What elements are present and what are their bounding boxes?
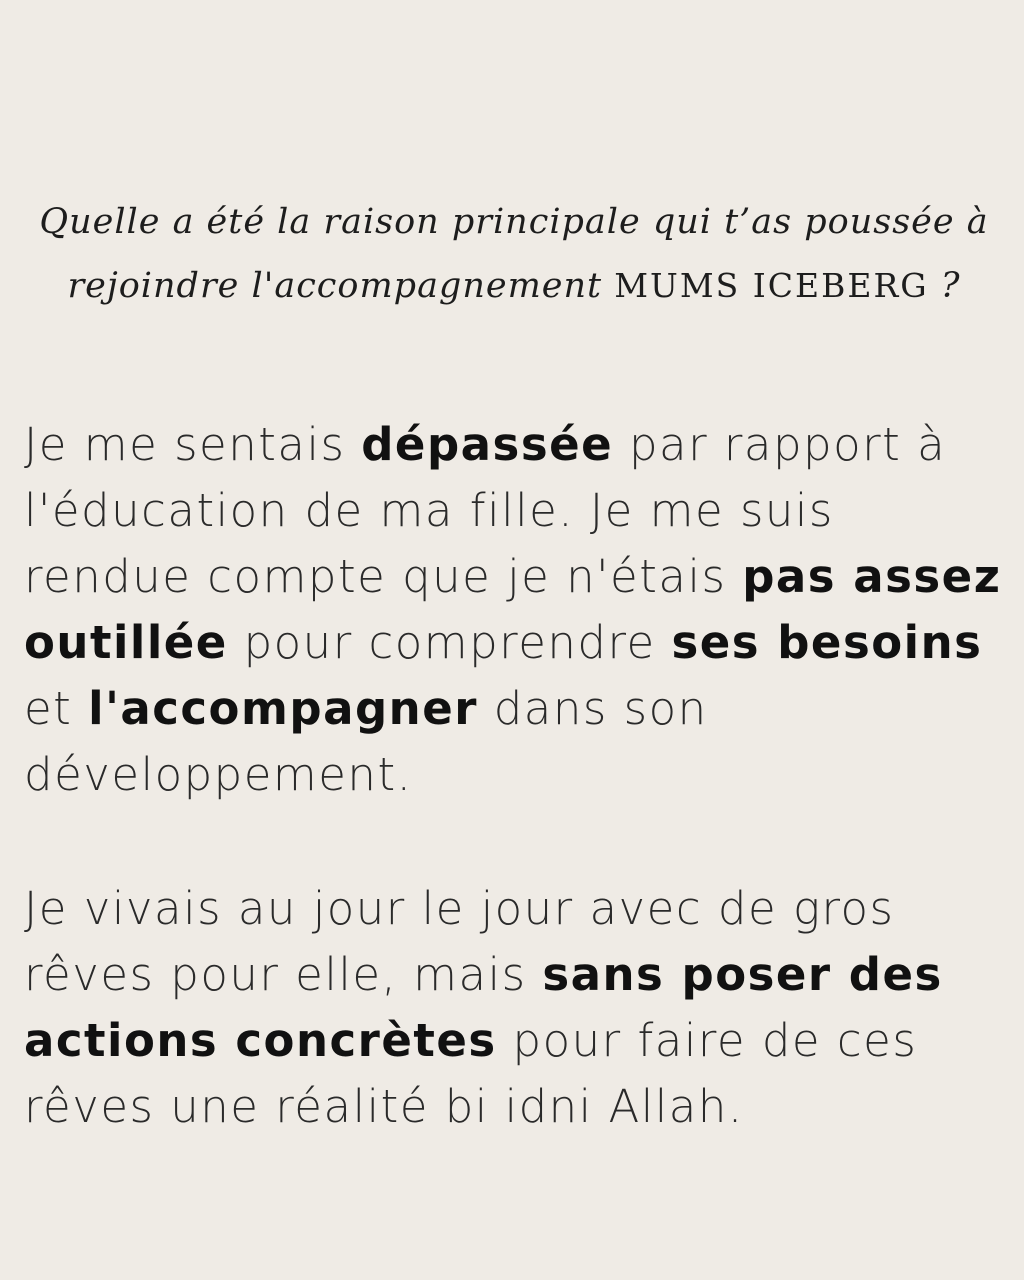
answer-paragraph-2	[24, 876, 1009, 1140]
answer-text: par rapport à l'éducation de ma fille. Je me suis rendue compte que je n'étais	[24, 418, 947, 603]
answer-emphasis: dépassée	[361, 418, 614, 471]
answer-emphasis: pas assez outillée	[24, 550, 1002, 669]
brand-name: MUMS ICEBERG	[614, 266, 929, 305]
answer-text: Je vivais au jour le jour avec de gros rêves pour elle, mais	[24, 882, 895, 1001]
answer-emphasis: ses besoins	[671, 616, 983, 669]
answer-emphasis: sans poser des actions concrètes	[24, 948, 943, 1067]
question-mark: ?	[928, 266, 961, 306]
answer-emphasis: l'accompagner	[88, 682, 478, 735]
question-heading	[24, 190, 1004, 318]
answer-text: et	[24, 682, 89, 735]
question-text: Quelle a été la raison principale qui t’as poussée à rejoindre l'accompagnement	[39, 202, 989, 306]
answer-text: Je me sentais	[24, 418, 362, 471]
answer-text: dans son développement.	[24, 682, 708, 801]
answer-text: pour faire de ces rêves une réalité bi idni Allah.	[24, 1014, 918, 1133]
answer-text: pour comprendre	[227, 616, 672, 669]
answer-paragraph-1	[24, 412, 1009, 808]
